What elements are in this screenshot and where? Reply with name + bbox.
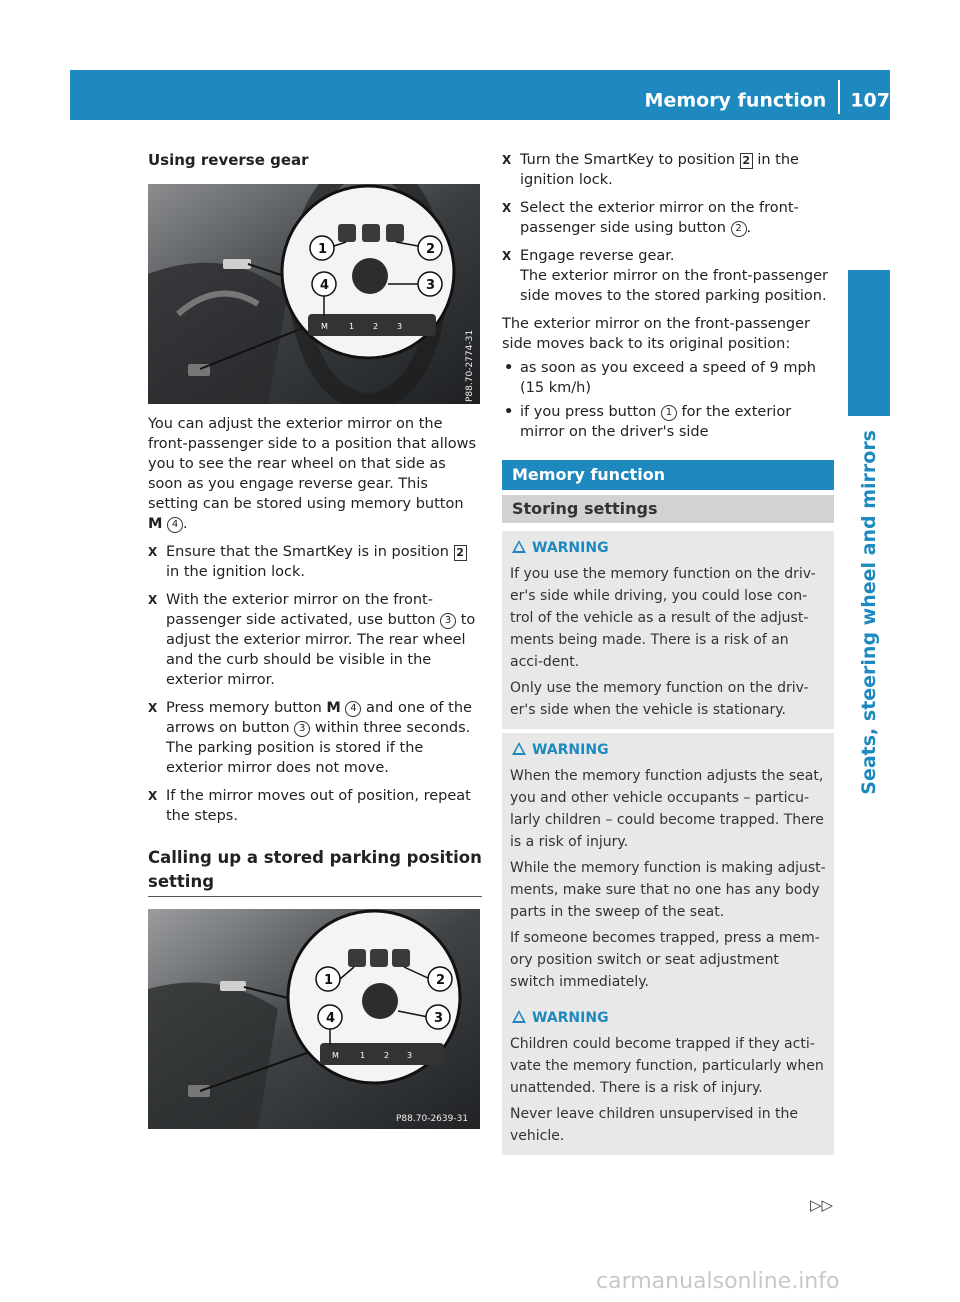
moves-back-paragraph: The exterior mirror on the front-passenger side moves back to its original position: xyxy=(502,316,811,352)
header-title xyxy=(645,88,890,114)
ref-circle: 3 xyxy=(440,613,456,629)
ref-circle: 4 xyxy=(345,701,361,717)
btn-label-1: 1 xyxy=(360,1051,366,1060)
step-text: Turn the SmartKey to position xyxy=(520,152,740,168)
warning-triangle-icon xyxy=(512,742,526,755)
intro-ref-4: 4 xyxy=(167,517,183,533)
memory-switch-panel xyxy=(223,259,251,269)
intro-bold-m: M xyxy=(148,516,163,532)
bullet-text: as soon as you exceed a speed of 9 mph (15 km/h) xyxy=(520,360,816,396)
photo-door-controls-2 xyxy=(148,909,480,1129)
warning-title: WARNING xyxy=(532,540,609,556)
step-text: and one of the arrows on button xyxy=(166,700,472,736)
step-text: If the mirror moves out of position, repeat the steps. xyxy=(166,788,471,824)
continue-mark: ▷▷ xyxy=(810,1196,834,1214)
position-box: 2 xyxy=(454,545,467,561)
left-step-2 xyxy=(148,590,482,690)
callout-2: 2 xyxy=(426,242,436,257)
step-text: Engage reverse gear. xyxy=(520,248,675,264)
memory-switch-panel xyxy=(220,981,246,991)
header-separator xyxy=(838,80,840,114)
ref-circle: 2 xyxy=(731,221,747,237)
side-tab-label: Seats, steering wheel and mirrors xyxy=(858,430,880,795)
warning-text: If someone becomes trapped, press a mem-ory position switch or seat adjustment switch immediately. xyxy=(510,930,820,990)
btn-label-2: 2 xyxy=(373,322,379,331)
warning-heading xyxy=(510,1007,826,1029)
callout-4: 4 xyxy=(320,278,330,293)
warning-text: If you use the memory function on the driv-er's side while driving, you could lose con-trol of the vehicle as a result of the adjust-ments being made. There is a risk of an acci-dent. xyxy=(510,566,816,670)
warning-box-2 xyxy=(502,733,834,1001)
mirror-adjust-knob xyxy=(352,258,388,294)
door-controls-illustration-2 xyxy=(148,909,480,1129)
bullet-1 xyxy=(502,358,834,398)
warning-triangle-icon xyxy=(512,540,526,553)
step-bold-m: M xyxy=(326,700,341,716)
section-title: Memory function xyxy=(644,89,827,112)
callout-1: 1 xyxy=(318,242,328,257)
btn-label-M: M xyxy=(321,322,328,331)
step-text: Press memory button xyxy=(166,700,327,716)
heading-calling-up: Calling up a stored parking position setting xyxy=(148,846,482,897)
warning-triangle-icon xyxy=(512,1010,526,1023)
step-text: in the ignition lock. xyxy=(520,152,799,188)
warning-box-3 xyxy=(502,1001,834,1155)
step-text: in the ignition lock. xyxy=(166,564,305,580)
warning-text: Children could become trapped if they acti-vate the memory function, particularly when unattended. There is a risk of injury. xyxy=(510,1036,824,1096)
watermark: carmanualsonline.info xyxy=(596,1269,840,1294)
callout-3: 3 xyxy=(426,278,436,293)
btn-label-3: 3 xyxy=(397,322,403,331)
warning-text: Only use the memory function on the driv-er's side when the vehicle is stationary. xyxy=(510,680,809,718)
warning-title: WARNING xyxy=(532,742,609,758)
warning-box-1 xyxy=(502,531,834,729)
callout-2: 2 xyxy=(436,973,446,988)
ref-circle: 3 xyxy=(294,721,310,737)
left-step-3 xyxy=(148,698,482,778)
side-tab xyxy=(848,270,890,416)
warning-text: When the memory function adjusts the seat, you and other vehicle occupants – particu-larly children – could become trapped. There is a risk of injury. xyxy=(510,768,824,850)
callout-1: 1 xyxy=(324,973,334,988)
ref-circle: 1 xyxy=(661,405,677,421)
subsection-bar-storing-settings: Storing settings xyxy=(502,495,834,523)
bullet-2 xyxy=(502,402,834,442)
photo-door-controls-1 xyxy=(148,184,480,404)
warning-title: WARNING xyxy=(532,1010,609,1026)
btn-label-1: 1 xyxy=(349,322,355,331)
left-column xyxy=(148,150,482,1129)
bullet-text: for the exterior mirror on the driver's side xyxy=(520,404,792,440)
heading-using-reverse-gear: Using reverse gear xyxy=(148,151,309,169)
btn-label-2: 2 xyxy=(384,1051,390,1060)
step-text: Ensure that the SmartKey is in position xyxy=(166,544,454,560)
position-box: 2 xyxy=(740,153,753,169)
right-step-2 xyxy=(502,198,834,238)
seat-switch xyxy=(188,1085,210,1097)
step-text: Select the exterior mirror on the front-passenger side using button xyxy=(520,200,799,236)
bullet-text: if you press button xyxy=(520,404,661,420)
section-bar-memory-function: Memory function xyxy=(502,460,834,490)
callout-3: 3 xyxy=(434,1011,444,1026)
callout-4: 4 xyxy=(326,1011,336,1026)
right-column xyxy=(502,150,834,442)
step-result: The parking position is stored if the exterior mirror does not move. xyxy=(166,740,424,776)
left-step-4 xyxy=(148,786,482,826)
left-step-1 xyxy=(148,542,482,582)
warning-heading xyxy=(510,537,826,559)
right-step-3 xyxy=(502,246,834,306)
image-code-2: P88.70-2639-31 xyxy=(396,1114,469,1124)
page-number: 107 xyxy=(850,89,890,112)
intro-paragraph: You can adjust the exterior mirror on the front-passenger side to a position that allows you to see the rear wheel on that side as soon as you engage reverse gear. This setting can be stored using memory button M 4 . xyxy=(148,416,477,532)
btn-label-M: M xyxy=(332,1051,339,1060)
mirror-adjust-knob-2 xyxy=(362,983,398,1019)
intro-text: You can adjust the exterior mirror on the front-passenger side to a position that allows you to see the rear wheel on that side as soon as you engage reverse gear. This setting can be stored using memory button xyxy=(148,416,477,512)
step-text: With the exterior mirror on the front-passenger side activated, use button xyxy=(166,592,441,628)
btn-label-3: 3 xyxy=(407,1051,413,1060)
right-step-1 xyxy=(502,150,834,190)
step-result: The exterior mirror on the front-passenger side moves to the stored parking position. xyxy=(520,268,829,304)
door-controls-illustration xyxy=(148,184,480,404)
step-text: within three seconds. xyxy=(310,720,471,736)
step-text: . xyxy=(746,220,752,236)
warning-heading xyxy=(510,739,826,761)
step-text: to adjust the exterior mirror. The rear wheel and the curb should be visible in the exterior mirror. xyxy=(166,612,476,688)
warning-text: Never leave children unsupervised in the vehicle. xyxy=(510,1106,799,1144)
image-code-1: P88.70-2774-31 xyxy=(465,329,475,402)
warning-text: While the memory function is making adjust-ments, make sure that no one has any body parts in the sweep of the seat. xyxy=(510,860,826,920)
